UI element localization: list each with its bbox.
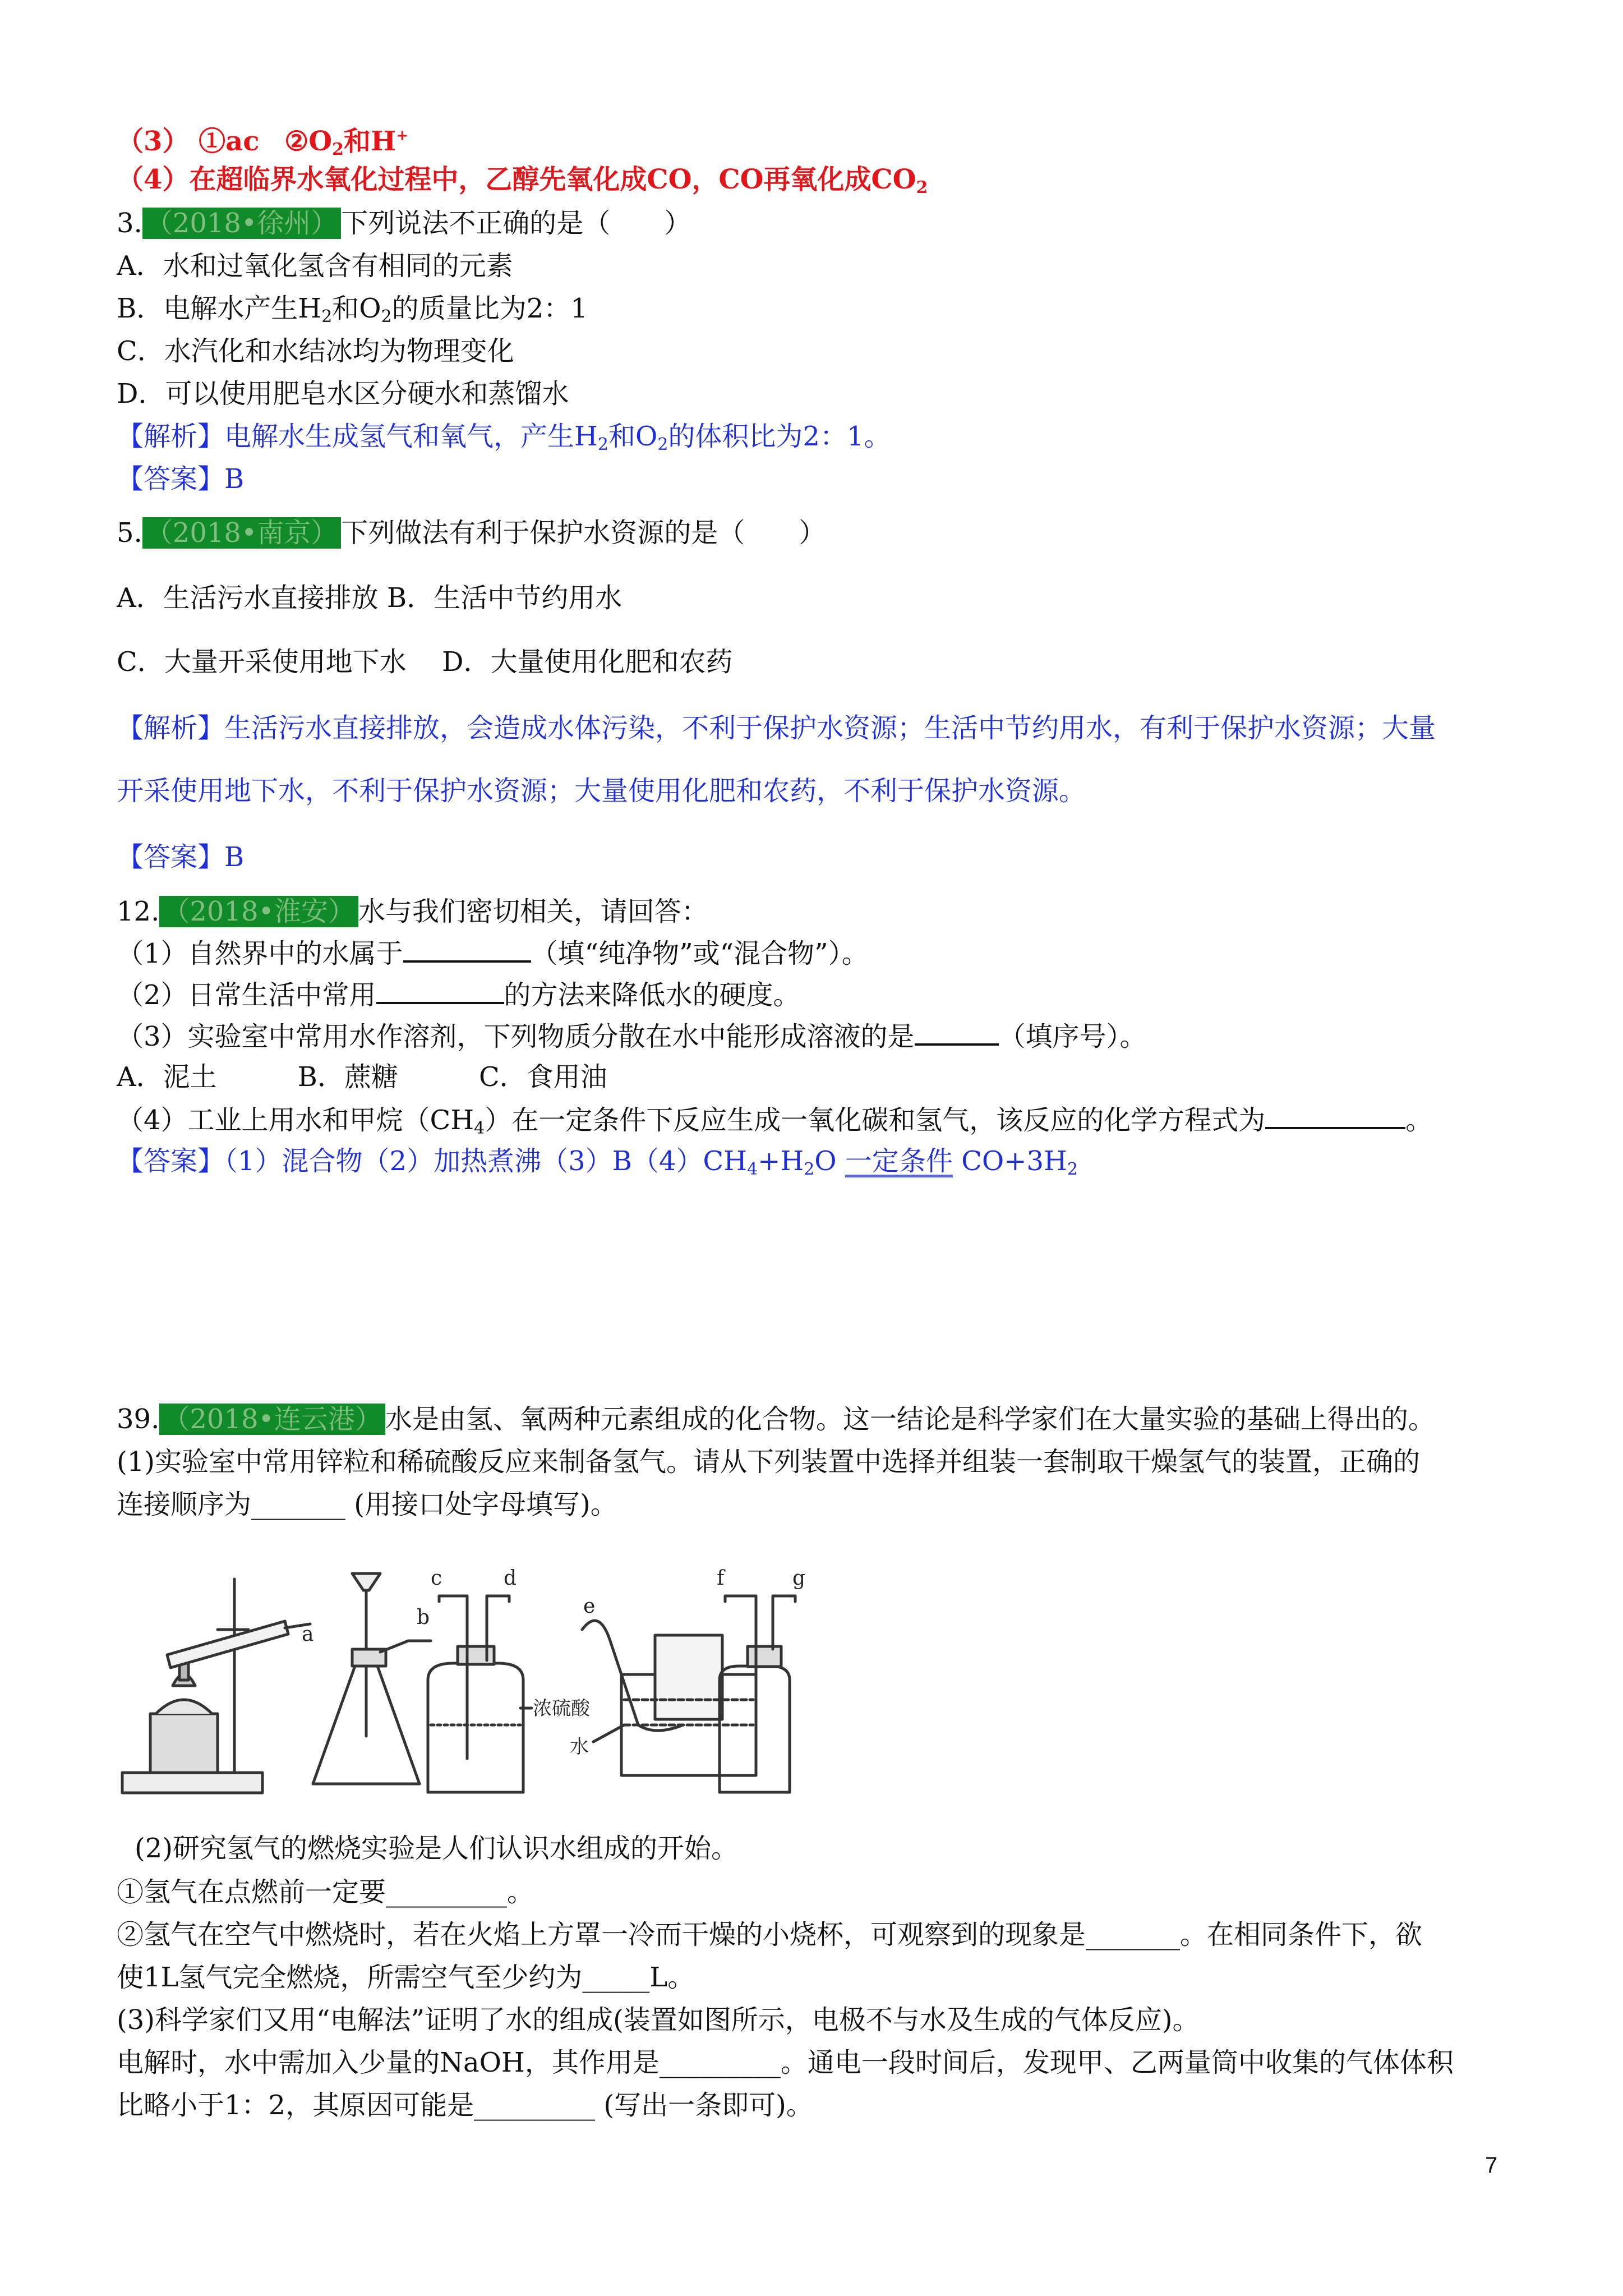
answer-line-4: （4）在超临界水氧化过程中，乙醇先氧化成CO，CO再氧化成$CO_2$: [117, 164, 928, 197]
question-39-part-3b: 电解时，水中需加入少量的NaOH，其作用是_________。通电一段时间后，发现甲、乙两量筒中收集的气体体积: [117, 2047, 1454, 2078]
question-39-part-2-2a: ②氢气在空气中燃烧时，若在火焰上方罩一冷而干燥的小烧杯，可观察到的现象是_______。在相同条件下，欲: [117, 1919, 1423, 1950]
port-label-d: d: [504, 1567, 517, 1590]
question-5-options-cd: C．大量开采使用地下水 D．大量使用化肥和农药: [117, 646, 733, 678]
question-39-part-1a: (1)实验室中常用锌粒和稀硫酸反应来制备氢气。请从下列装置中选择并组装一套制取干燥氢气的装置，正确的: [117, 1446, 1420, 1478]
question-39-part-3a: (3)科学家们又用“电解法”证明了水的组成(装置如图所示，电极不与水及生成的气体反应)。: [117, 2004, 1200, 2036]
conical-flask-setup: [313, 1573, 431, 1784]
question-3-option-d: D．可以使用肥皂水区分硬水和蒸馏水: [117, 378, 569, 409]
question-3-answer: 【答案】B: [117, 463, 245, 495]
water-trough-setup: [582, 1621, 756, 1775]
question-3-option-c: C．水汽化和水结冰均为物理变化: [117, 335, 514, 367]
question-39-part-1b: 连接顺序为_______ (用接口处字母填写)。: [117, 1489, 617, 1520]
answer-blank: [376, 977, 504, 1004]
question-12-part-3: （3）实验室中常用水作溶剂，下列物质分散在水中能形成溶液的是 （填序号）。: [117, 1019, 1147, 1053]
port-label-b: b: [417, 1606, 430, 1629]
question-5-stem: 5. （2018•南京） 下列做法有利于保护水资源的是（ ）: [117, 517, 826, 549]
page-number: 7: [1485, 2153, 1498, 2178]
answer-blank: [1265, 1102, 1405, 1129]
question-12-part-1: （1）自然界中的水属于 （填“纯净物”或“混合物”）。: [117, 936, 869, 970]
port-label-e: e: [583, 1595, 596, 1618]
question-3-analysis: 【解析】电解水生成氢气和氧气，产生$H_2$和$O_2$的体积比为2：1。: [117, 421, 891, 454]
question-12-part-2: （2）日常生活中常用 的方法来降低水的硬度。: [117, 977, 800, 1012]
answer-blank: [403, 936, 531, 963]
answer-blank: [915, 1019, 999, 1046]
question-12-options: A．泥土 B．蔗糖 C．食用油: [117, 1061, 607, 1093]
acid-label: 浓硫酸: [533, 1697, 590, 1720]
question-5-answer: 【答案】B: [117, 841, 245, 873]
question-39-part-2-1: ①氢气在点燃前一定要_________。: [117, 1876, 534, 1908]
question-3-option-a: A．水和过氧化氢含有相同的元素: [117, 250, 513, 282]
question-12-stem: 12. （2018•淮安） 水与我们密切相关，请回答：: [117, 896, 708, 927]
question-39-part-2-2b: 使1L氢气完全燃烧，所需空气至少约为_____L。: [117, 1962, 695, 1993]
question-12-answer: 【答案】（1）混合物（2）加热煮沸$(3)B(4)CH_4+H_2O$ 一定条件 $CO+3H_2$: [117, 1145, 1078, 1179]
test-tube-heating-setup: [122, 1579, 310, 1793]
source-tag: （2018•连云港）: [159, 1404, 385, 1435]
water-label: 水: [570, 1736, 589, 1758]
port-label-f: f: [717, 1567, 725, 1590]
question-12-part-4: （4）工业上用水和甲烷$(CH_4)$在一定条件下反应生成一氧化碳和氢气，该反应的化学方程式为 。: [117, 1102, 1432, 1145]
source-tag: （2018•南京）: [142, 517, 341, 549]
question-39-stem: 39. （2018•连云港） 水是由氢、氧两种元素组成的化合物。这一结论是科学家们在大量实验的基础上得出的。: [117, 1404, 1435, 1435]
source-tag: （2018•淮安）: [159, 896, 358, 927]
question-3-option-b: B．电解水产生$H_2$和$O_2$的质量比为2：1: [117, 293, 588, 326]
port-label-c: c: [431, 1567, 442, 1590]
question-3-stem: 3. （2018•徐州） 下列说法不正确的是（ ）: [117, 208, 691, 239]
port-label-a: a: [302, 1623, 314, 1646]
answer-line-3: （3） ①ac $②O_2$和H+: [117, 126, 409, 159]
question-39-part-3c: 比略小于1：2，其原因可能是_________ (写出一条即可)。: [117, 2090, 813, 2121]
wash-bottle-setup: [428, 1596, 532, 1792]
lab-apparatus-figure: [117, 1557, 812, 1815]
source-tag: （2018•徐州）: [142, 208, 341, 239]
question-39-part-2: (2)研究氢气的燃烧实验是人们认识水组成的开始。: [135, 1833, 738, 1864]
question-5-analysis-2: 开采使用地下水，不利于保护水资源；大量使用化肥和农药，不利于保护水资源。: [117, 775, 1086, 807]
question-5-options-ab: A．生活污水直接排放 B．生活中节约用水: [117, 582, 623, 614]
reaction-condition: 一定条件: [845, 1145, 953, 1177]
question-5-analysis-1: 【解析】生活污水直接排放，会造成水体污染，不利于保护水资源；生活中节约用水，有利于保护水资源；大量: [117, 712, 1436, 744]
port-label-g: g: [792, 1567, 806, 1590]
